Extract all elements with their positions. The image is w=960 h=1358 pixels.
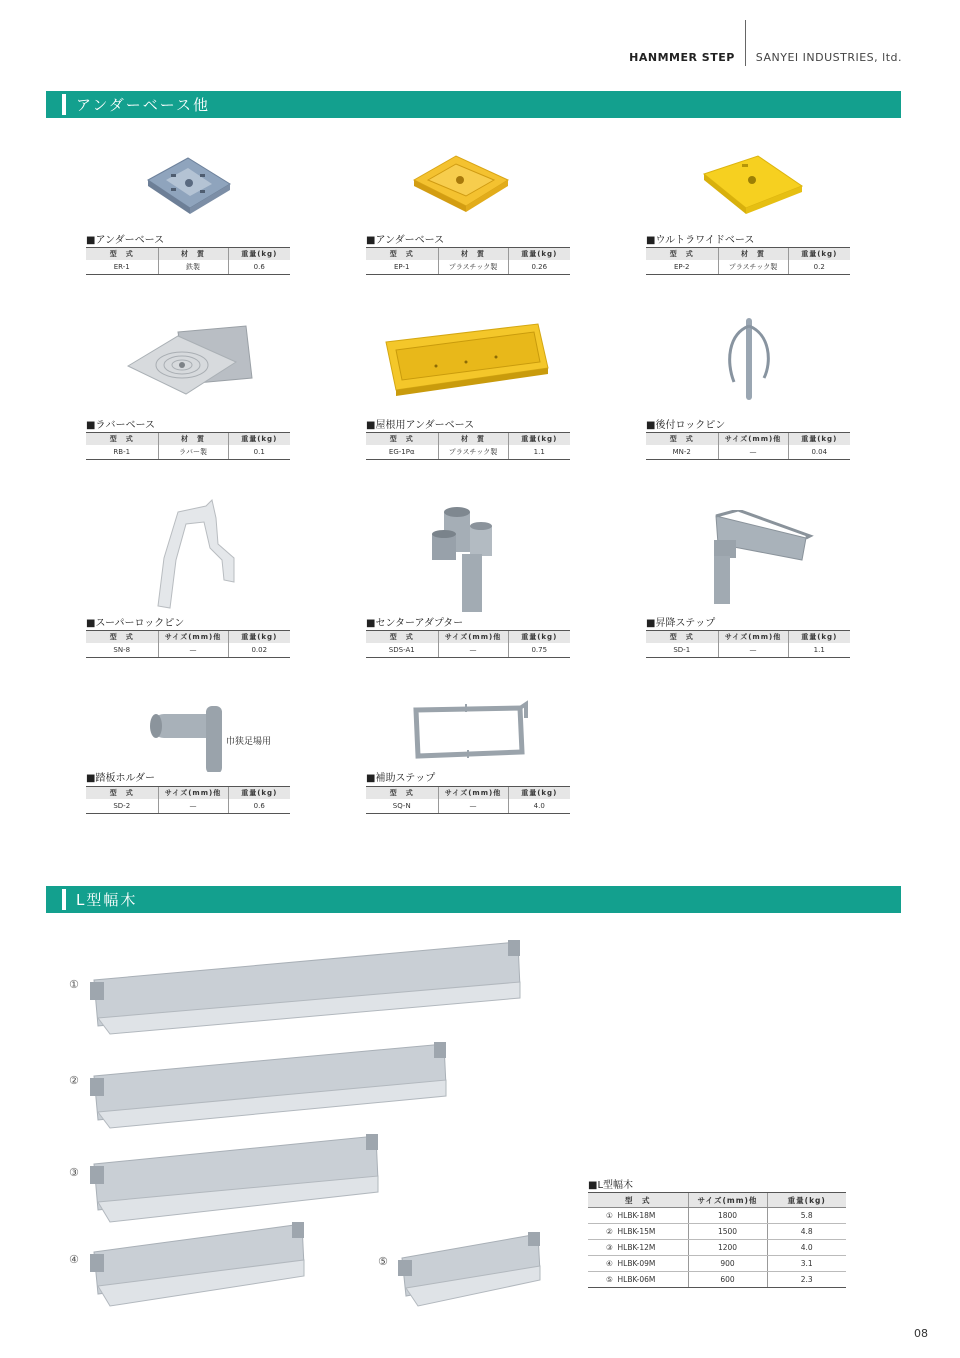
section-title-lboard: L型幅木	[46, 886, 901, 913]
ultra-wide-base-image	[646, 150, 850, 230]
lboard-number: ④	[69, 1253, 79, 1266]
plastic-base-image	[366, 150, 570, 230]
product-title: ■屋根用アンダーベース	[366, 420, 475, 431]
steel-base-image	[86, 150, 290, 230]
brand-name: HANMMER STEP	[629, 50, 735, 64]
spec-table: 型 式 サイズ(mm)他 重量(kg) SD-2 — 0.6	[86, 786, 290, 814]
spec-table: 型 式 材 質 重量(kg) RB-1 ラバー製 0.1	[86, 432, 290, 460]
lboard-number: ①	[69, 978, 79, 991]
lift-step-image	[646, 510, 850, 610]
narrow-scaffold-note: 巾狭足場用	[226, 737, 272, 747]
table-row: ③ HLBK-12M 1200 4.0	[588, 1240, 846, 1256]
lock-pin-image	[646, 312, 850, 402]
spec-table: 型 式 サイズ(mm)他 重量(kg) SQ-N — 4.0	[366, 786, 570, 814]
spec-table: 型 式 材 質 重量(kg) EP-1 プラスチック製 0.26	[366, 247, 570, 275]
spec-table: 型 式 材 質 重量(kg) EG-1Pα プラスチック製 1.1	[366, 432, 570, 460]
spec-table: 型 式 材 質 重量(kg) ER-1 鉄製 0.6	[86, 247, 290, 275]
lboard-900-image	[88, 1220, 312, 1312]
lboard-spec-table: 型 式 サイズ(mm)他 重量(kg) ① HLBK-18M 1800 5.8 ② HLBK-15M 1500 4.8 ③ HLBK-12M 1200 4.0 ④ HLBK-09M 900 3.1 ⑤ HLBK-06M 600 2.3	[588, 1192, 846, 1288]
product-title: ■ラバーベース	[86, 420, 155, 431]
lboard-number: ⑤	[378, 1255, 388, 1268]
spec-table: 型 式 サイズ(mm)他 重量(kg) SN-8 — 0.02	[86, 630, 290, 658]
lboard-1800-image	[88, 938, 524, 1038]
header-divider	[745, 20, 746, 66]
lboard-1500-image	[88, 1040, 452, 1130]
auxiliary-step-image	[366, 700, 570, 764]
page-number: 08	[914, 1327, 928, 1340]
product-title: ■センターアダプター	[366, 618, 464, 629]
super-lock-pin-image	[86, 498, 290, 610]
product-title: ■踏板ホルダー	[86, 773, 156, 784]
spec-table: 型 式 サイズ(mm)他 重量(kg) SD-1 — 1.1	[646, 630, 850, 658]
page-header	[629, 34, 902, 80]
product-title: ■スーパーロックピン	[86, 618, 185, 629]
lboard-1200-image	[88, 1132, 384, 1226]
product-title: ■ウルトラワイドベース	[646, 235, 755, 246]
center-adapter-image	[366, 500, 570, 615]
table-row: ④ HLBK-09M 900 3.1	[588, 1256, 846, 1272]
roof-base-image	[366, 322, 570, 402]
product-title: ■昇降ステップ	[646, 618, 716, 629]
product-title: ■後付ロックピン	[646, 420, 726, 431]
spec-table: 型 式 材 質 重量(kg) EP-2 プラスチック製 0.2	[646, 247, 850, 275]
section-title-underbase: アンダーベース他	[46, 91, 901, 118]
spec-table: 型 式 サイズ(mm)他 重量(kg) MN-2 — 0.04	[646, 432, 850, 460]
company-name: SANYEI INDUSTRIES, ltd.	[755, 50, 902, 64]
product-title: ■アンダーベース	[86, 235, 165, 246]
lboard-number: ②	[69, 1074, 79, 1087]
lboard-600-image	[396, 1230, 548, 1310]
table-row: ⑤ HLBK-06M 600 2.3	[588, 1272, 846, 1288]
lboard-table-title: ■L型幅木	[588, 1180, 634, 1191]
product-title: ■アンダーベース	[366, 235, 445, 246]
product-title: ■補助ステップ	[366, 773, 436, 784]
lboard-number: ③	[69, 1166, 79, 1179]
table-row: ① HLBK-18M 1800 5.8	[588, 1208, 846, 1224]
table-row: ② HLBK-15M 1500 4.8	[588, 1224, 846, 1240]
spec-table: 型 式 サイズ(mm)他 重量(kg) SDS-A1 — 0.75	[366, 630, 570, 658]
rubber-base-image	[86, 322, 290, 402]
